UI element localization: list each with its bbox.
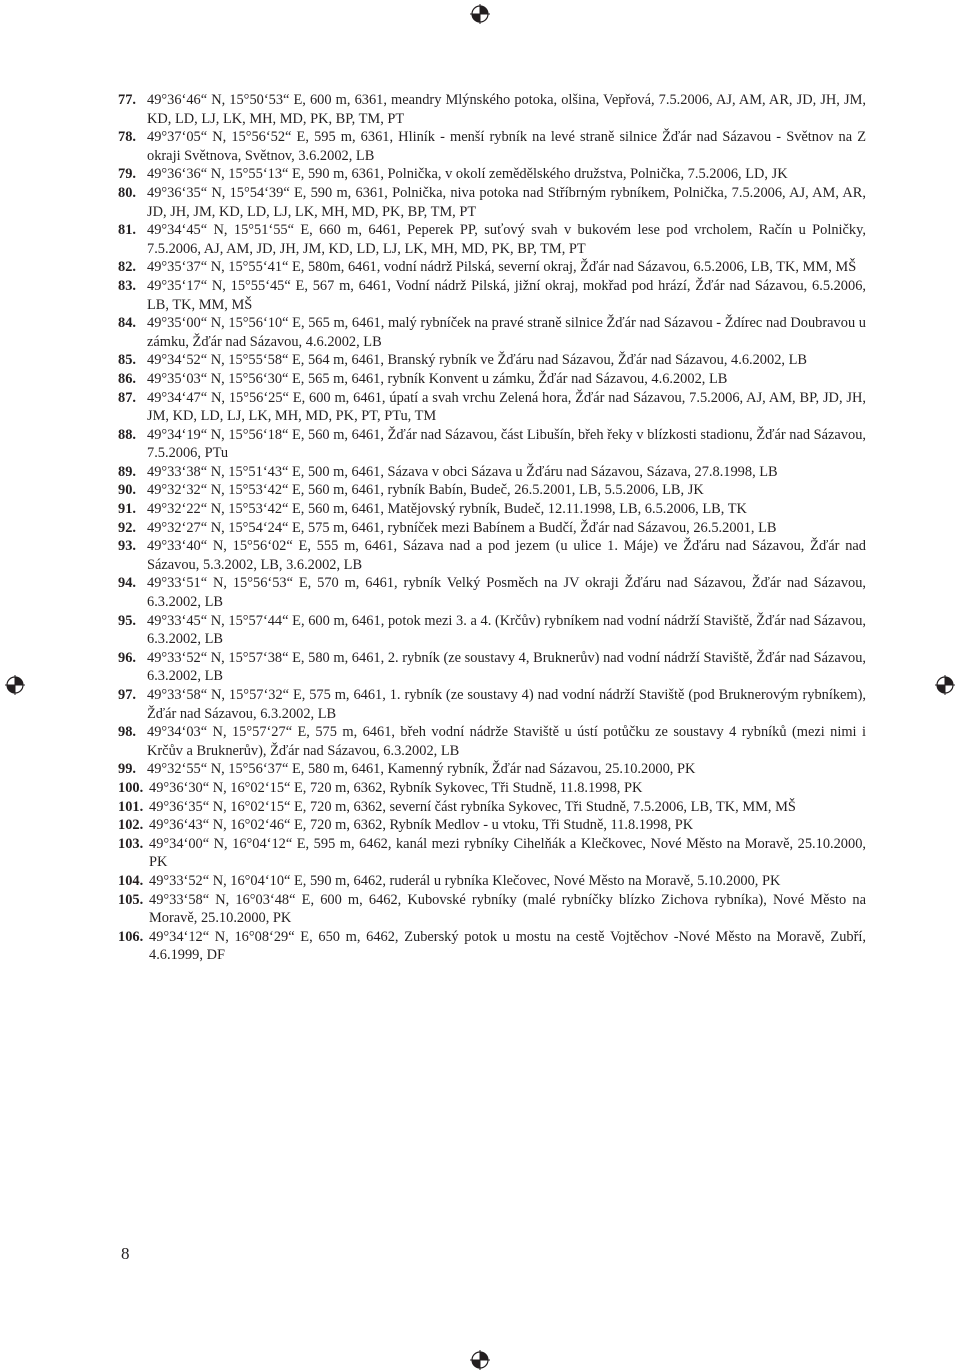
- entry-number: 106.: [118, 928, 144, 945]
- entry-text: 49°36‘35“ N, 16°02‘15“ E, 720 m, 6362, severní část rybníka Sykovec, Tři Studně, 7.5.2006, LB, TK, MM, MŠ: [149, 798, 796, 815]
- entry-number: 104.: [118, 872, 144, 889]
- list-item: [118, 760, 866, 779]
- entry-text: 49°36‘43“ N, 16°02‘46“ E, 720 m, 6362, Rybník Medlov - u vtoku, Tři Studně, 11.8.1998, PK: [149, 817, 694, 834]
- entry-number: 93.: [118, 538, 136, 555]
- entry-text: 49°36‘36“ N, 15°55‘13“ E, 590 m, 6361, Polnička, v okolí zemědělského družstva, Polnička, 7.5.2006, LD, JK: [147, 166, 788, 183]
- entry-text: 49°37‘05“ N, 15°56‘52“ E, 595 m, 6361, Hliník - menší rybník na levé straně silnice Žďár nad Sázavou - Světnov na Z okraji Světnova, Světnov, 3.6.2002, LB: [147, 129, 866, 164]
- entry-number: 101.: [118, 798, 144, 815]
- entry-number: 92.: [118, 519, 136, 536]
- list-item: [118, 574, 866, 611]
- list-item: [118, 128, 866, 165]
- entry-text: 49°34‘19“ N, 15°56‘18“ E, 560 m, 6461, Žďár nad Sázavou, část Libušín, břeh řeky v blízkosti stadionu, Žďár nad Sázavou, 7.5.2006, PTu: [147, 426, 866, 462]
- entry-text: 49°34‘12“ N, 16°08‘29“ E, 650 m, 6462, Zuberský potok u mostu na cestě Vojtěchov -Nové Město na Moravě, Zubří, 4.6.1999, DF: [149, 928, 866, 964]
- entry-number: 88.: [118, 426, 136, 443]
- list-item: [118, 314, 866, 351]
- entry-text: 49°33‘58“ N, 16°03‘48“ E, 600 m, 6462, Kubovské rybníky (malé rybníčky blízko Zichova rybníka), Nové Město na Moravě, 25.10.2000, PK: [149, 891, 866, 927]
- entry-number: 98.: [118, 724, 136, 741]
- entry-text: 49°34‘00“ N, 16°04‘12“ E, 595 m, 6462, kanál mezi rybníky Cihelňák a Klečkovec, Nové Město na Moravě, 25.10.2000, PK: [149, 835, 866, 871]
- list-item: [118, 519, 866, 538]
- entry-text: 49°33‘45“ N, 15°57‘44“ E, 600 m, 6461, potok mezi 3. a 4. (Krčův) rybníkem nad vodní nádrží Staviště, Žďár nad Sázavou, 6.3.2002, LB: [147, 612, 866, 648]
- list-item: [118, 649, 866, 686]
- entry-text: 49°35‘00“ N, 15°56‘10“ E, 565 m, 6461, malý rybníček na pravé straně silnice Žďár nad Sázavou - Ždírec nad Doubravou u zámku, Žďár nad Sázavou, 4.6.2002, LB: [147, 315, 866, 350]
- entry-number: 91.: [118, 501, 136, 518]
- entry-number: 81.: [118, 222, 136, 239]
- crosshair-target-icon: [470, 4, 490, 24]
- crosshair-target-icon: [5, 675, 25, 695]
- entry-text: 49°32‘22“ N, 15°53‘42“ E, 560 m, 6461, Matějovský rybník, Budeč, 12.11.1998, LB, 6.5.2006, LB, TK: [147, 501, 747, 518]
- list-item: [118, 221, 866, 258]
- entry-text: 49°35‘17“ N, 15°55‘45“ E, 567 m, 6461, Vodní nádrž Pilská, jižní okraj, mokřad pod hrází, Žďár nad Sázavou, 6.5.2006, LB, TK, MM, MŠ: [147, 277, 866, 313]
- list-item: [118, 463, 866, 482]
- list-item: [118, 537, 866, 574]
- entry-number: 89.: [118, 463, 136, 480]
- list-item: [118, 835, 866, 872]
- entry-text: 49°33‘38“ N, 15°51‘43“ E, 500 m, 6461, Sázava v obci Sázava u Žďáru nad Sázavou, Sázava, 27.8.1998, LB: [147, 463, 778, 480]
- entry-text: 49°33‘52“ N, 15°57‘38“ E, 580 m, 6461, 2. rybník (ze soustavy 4, Bruknerův) nad vodní nádrží Staviště, Žďár nad Sázavou, 6.3.2002, LB: [147, 649, 866, 685]
- crosshair-target-icon: [935, 675, 955, 695]
- entry-number: 84.: [118, 315, 136, 332]
- list-item: [118, 165, 866, 184]
- entry-number: 87.: [118, 389, 136, 406]
- entry-number: 83.: [118, 277, 136, 294]
- entry-number: 86.: [118, 370, 136, 387]
- list-item: [118, 277, 866, 314]
- entry-number: 77.: [118, 92, 136, 108]
- entry-list: [118, 91, 866, 965]
- list-item: [118, 389, 866, 426]
- list-item: [118, 891, 866, 928]
- entry-text: 49°34‘45“ N, 15°51‘55“ E, 660 m, 6461, Peperek PP, suťový svah v bukovém lese pod vrcholem, Račín u Polničky, 7.5.2006, AJ, AM, JD, JH, JM, KD, LD, LJ, LK, MH, MD, PK, BP, TM, PT: [147, 222, 866, 257]
- list-item: [118, 184, 866, 221]
- list-item: [118, 872, 866, 891]
- list-item: [118, 686, 866, 723]
- list-item: [118, 351, 866, 370]
- entry-number: 99.: [118, 761, 136, 778]
- crosshair-target-icon: [470, 1350, 490, 1370]
- entry-text: 49°34‘03“ N, 15°57‘27“ E, 575 m, 6461, břeh vodní nádrže Staviště u ústí potůčku ze soustavy 4 rybníků (mezi nimi i Krčův a Bruknerův), Žďár nad Sázavou, 6.3.2002, LB: [147, 724, 866, 759]
- page-number: 8: [121, 1244, 130, 1263]
- entry-number: 100.: [118, 779, 144, 796]
- list-item: [118, 426, 866, 463]
- entry-text: 49°33‘40“ N, 15°56‘02“ E, 555 m, 6461, Sázava nad a pod jezem (u ulice 1. Máje) ve Žďáru nad Sázavou, Žďár nad Sázavou, 5.3.2002, LB, 3.6.2002, LB: [147, 538, 866, 573]
- entry-text: 49°32‘32“ N, 15°53‘42“ E, 560 m, 6461, rybník Babín, Budeč, 26.5.2001, LB, 5.5.2006, LB, JK: [147, 482, 704, 499]
- entry-text: 49°36‘46“ N, 15°50‘53“ E, 600 m, 6361, meandry Mlýnského potoka, olšina, Vepřová, 7.5.2006, AJ, AM, AR, JD, JH, JM, KD, LD, LJ, LK, MH, MD, PK, BP, TM, PT: [147, 92, 866, 127]
- entry-number: 95.: [118, 612, 136, 629]
- entry-text: 49°35‘03“ N, 15°56‘30“ E, 565 m, 6461, rybník Konvent u zámku, Žďár nad Sázavou, 4.6.2002, LB: [147, 370, 728, 387]
- entry-text: 49°33‘52“ N, 16°04‘10“ E, 590 m, 6462, ruderál u rybníka Klečovec, Nové Město na Moravě, 5.10.2000, PK: [149, 872, 781, 889]
- entry-number: 102.: [118, 817, 144, 834]
- list-item: [118, 723, 866, 760]
- entry-number: 82.: [118, 259, 136, 276]
- entry-number: 90.: [118, 482, 136, 499]
- list-item: [118, 928, 866, 965]
- list-item: [118, 481, 866, 500]
- entry-number: 96.: [118, 649, 136, 666]
- entry-text: 49°35‘37“ N, 15°55‘41“ E, 580m, 6461, vodní nádrž Pilská, severní okraj, Žďár nad Sázavou, 6.5.2006, LB, TK, MM, MŠ: [147, 259, 857, 276]
- list-item: [118, 91, 866, 128]
- entry-number: 105.: [118, 891, 144, 908]
- list-item: [118, 612, 866, 649]
- list-item: [118, 500, 866, 519]
- entry-number: 97.: [118, 687, 136, 703]
- entry-number: 80.: [118, 184, 136, 201]
- entry-text: 49°34‘47“ N, 15°56‘25“ E, 600 m, 6461, úpatí a svah vrchu Zelená hora, Žďár nad Sázavou, 7.5.2006, AJ, AM, BP, JD, JH, JM, KD, LD, LJ, LK, MH, MD, PK, PT, PTu, TM: [147, 389, 866, 425]
- list-item: [118, 798, 866, 817]
- list-item: [118, 370, 866, 389]
- entry-number: 78.: [118, 129, 136, 146]
- entry-text: 49°32‘55“ N, 15°56‘37“ E, 580 m, 6461, Kamenný rybník, Žďár nad Sázavou, 25.10.2000, PK: [147, 761, 696, 778]
- entry-number: 79.: [118, 166, 136, 183]
- entry-number: 85.: [118, 352, 136, 369]
- entry-text: 49°36‘35“ N, 15°54‘39“ E, 590 m, 6361, Polnička, niva potoka nad Stříbrným rybníkem, Polnička, 7.5.2006, AJ, AM, AR, JD, JH, JM, KD, LD, LJ, LK, MH, MD, PK, BP, TM, PT: [147, 184, 866, 220]
- entry-text: 49°32‘27“ N, 15°54‘24“ E, 575 m, 6461, rybníček mezi Babínem a Budčí, Žďár nad Sázavou, 26.5.2001, LB: [147, 519, 777, 536]
- list-item: [118, 779, 866, 798]
- entry-text: 49°36‘30“ N, 16°02‘15“ E, 720 m, 6362, Rybník Sykovec, Tři Studně, 11.8.1998, PK: [149, 779, 643, 796]
- entry-number: 94.: [118, 575, 136, 592]
- list-item: [118, 258, 866, 277]
- list-item: [118, 816, 866, 835]
- entry-text: 49°33‘58“ N, 15°57‘32“ E, 575 m, 6461, 1. rybník (ze soustavy 4) nad vodní nádrží Staviště (pod Bruknerovým rybníkem), Žďár nad Sázavou, 6.3.2002, LB: [147, 687, 866, 722]
- entry-number: 103.: [118, 835, 144, 852]
- entry-text: 49°34‘52“ N, 15°55‘58“ E, 564 m, 6461, Branský rybník ve Žďáru nad Sázavou, Žďár nad Sázavou, 4.6.2002, LB: [147, 352, 807, 369]
- entry-text: 49°33‘51“ N, 15°56‘53“ E, 570 m, 6461, rybník Velký Posměch na JV okraji Žďáru nad Sázavou, Žďár nad Sázavou, 6.3.2002, LB: [147, 575, 866, 611]
